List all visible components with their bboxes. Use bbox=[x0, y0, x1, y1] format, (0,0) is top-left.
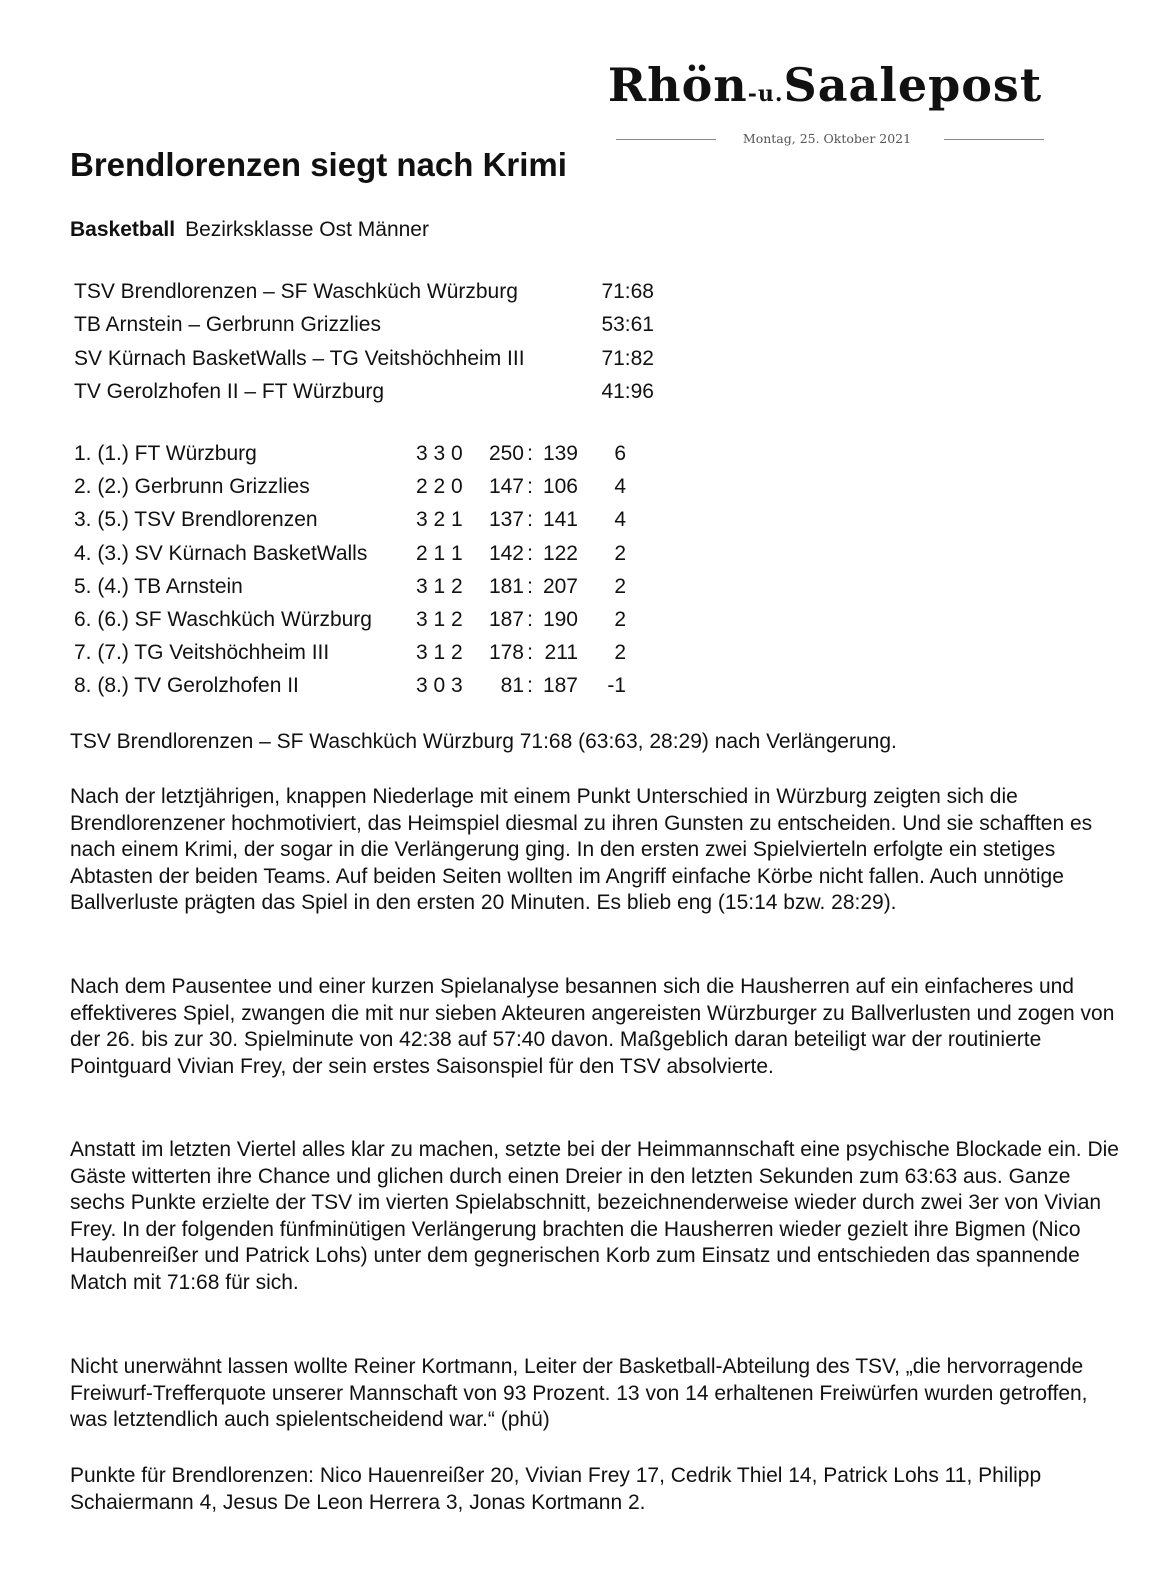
result-score: 53:61 bbox=[601, 313, 654, 337]
standings-team: 6. (6.) SF Waschküch Würzburg bbox=[74, 608, 372, 632]
paragraph-first-half: Nach der letztjährigen, knappen Niederlage mit einem Punkt Unterschied in Würzburg zeigten sich die Brendlorenzener hochmotiviert, das Heimspiel diesmal zu ihren Gunsten zu entscheiden. Und sie schafften es nach einem Krimi, der sogar in die Verlängerung ging. In den ersten zwei Spielvierteln erfolgte ein stetiges Abtasten der beiden Teams. Auf beiden Seiten wollten im Angriff einfache Körbe nicht fallen. Auch unnötige Ballverluste prägten das Spiel in den ersten 20 Minuten. Es blieb eng (15:14 bzw. 28:29). bbox=[70, 785, 1093, 915]
standings-record: 3 1 2 bbox=[416, 608, 463, 632]
result-match: TB Arnstein – Gerbrunn Grizzlies bbox=[74, 313, 381, 337]
standings-record: 2 1 1 bbox=[416, 541, 463, 565]
dateline bbox=[612, 130, 1052, 150]
standings-record: 3 0 3 bbox=[416, 674, 463, 698]
result-match: TV Gerolzhofen II – FT Würzburg bbox=[74, 379, 385, 403]
standings-baskets: 147 : 106 bbox=[488, 475, 578, 499]
result-score: 71:82 bbox=[601, 346, 654, 370]
standings-team: 8. (8.) TV Gerolzhofen II bbox=[74, 674, 299, 698]
standings-baskets: 250 : 139 bbox=[488, 442, 578, 465]
standings-row bbox=[74, 437, 626, 470]
standings-points: 2 bbox=[614, 541, 626, 565]
standings-table bbox=[74, 437, 626, 703]
standings-baskets: 81 : 187 bbox=[500, 674, 578, 698]
newspaper-logo: Rhön-u.Saalepost bbox=[607, 58, 1043, 112]
standings-row bbox=[74, 537, 626, 570]
paragraph-quote: Nicht unerwähnt lassen wollte Reiner Kortmann, Leiter der Basketball-Abteilung des TSV, „die hervorragende Freiwurf-Trefferquote unserer Mannschaft von 93 Prozent. 13 von 14 erhaltenen Freiwürfen wurden getroffen, was letztendlich auch spielentscheidend war.“ (phü) bbox=[70, 1355, 1088, 1432]
dateline-rule-right bbox=[944, 139, 1044, 140]
standings-points: 2 bbox=[614, 641, 626, 665]
category-line bbox=[70, 218, 429, 242]
standings-record: 3 2 1 bbox=[416, 508, 463, 532]
result-match: SV Kürnach BasketWalls – TG Veitshöchheim III bbox=[74, 346, 525, 370]
standings-points: 2 bbox=[614, 608, 626, 632]
result-match: TSV Brendlorenzen – SF Waschküch Würzburg bbox=[74, 280, 518, 303]
standings-baskets: 178 : 211 bbox=[488, 641, 578, 665]
standings-record: 3 1 2 bbox=[416, 641, 463, 665]
standings-team: 3. (5.) TSV Brendlorenzen bbox=[74, 508, 318, 532]
standings-points: 4 bbox=[614, 508, 626, 532]
results-list bbox=[74, 275, 654, 408]
sport-label: Basketball bbox=[70, 218, 176, 241]
standings-baskets: 181 : 207 bbox=[488, 574, 578, 598]
paragraph-points: Punkte für Brendlorenzen: Nico Hauenreißer 20, Vivian Frey 17, Cedrik Thiel 14, Patrick Lohs 11, Philipp Schaiermann 4, Jesus De Leon Herrera 3, Jonas Kortmann 2. bbox=[70, 1464, 1042, 1514]
standings-row bbox=[74, 636, 626, 669]
standings-points: 2 bbox=[614, 574, 626, 598]
standings-points: 4 bbox=[614, 475, 626, 499]
standings-row bbox=[74, 603, 626, 636]
standings-team: 7. (7.) TG Veitshöchheim III bbox=[74, 641, 330, 665]
result-row bbox=[74, 308, 654, 341]
standings-record: 2 2 0 bbox=[416, 475, 463, 499]
standings-team: 2. (2.) Gerbrunn Grizzlies bbox=[74, 475, 310, 499]
masthead bbox=[607, 58, 1052, 150]
standings-team: 4. (3.) SV Kürnach BasketWalls bbox=[74, 541, 368, 565]
headline: Brendlorenzen siegt nach Krimi bbox=[70, 146, 567, 183]
result-score: 71:68 bbox=[601, 280, 654, 303]
dateline-rule-left bbox=[616, 139, 716, 140]
standings-row bbox=[74, 503, 626, 536]
result-score: 41:96 bbox=[601, 379, 654, 403]
publication-date: Montag, 25. Oktober 2021 bbox=[742, 131, 912, 146]
result-row bbox=[74, 342, 654, 375]
standings-points: -1 bbox=[607, 674, 626, 698]
paragraph-summary: TSV Brendlorenzen – SF Waschküch Würzburg 71:68 (63:63, 28:29) nach Verlängerung. bbox=[70, 730, 897, 753]
standings-team: 5. (4.) TB Arnstein bbox=[74, 574, 243, 598]
result-row bbox=[74, 375, 654, 408]
result-row bbox=[74, 275, 654, 308]
standings-baskets: 137 : 141 bbox=[488, 508, 578, 532]
standings-row bbox=[74, 669, 626, 702]
standings-points: 6 bbox=[614, 442, 626, 465]
standings-record: 3 1 2 bbox=[416, 574, 463, 598]
standings-baskets: 142 : 122 bbox=[488, 541, 578, 565]
standings-baskets: 187 : 190 bbox=[488, 608, 578, 632]
league-label: Bezirksklasse Ost Männer bbox=[185, 218, 429, 241]
standings-row bbox=[74, 470, 626, 503]
standings-row bbox=[74, 570, 626, 603]
paragraph-second-half: Nach dem Pausentee und einer kurzen Spielanalyse besannen sich die Hausherren auf ein einfacheres und effektiveres Spiel, zwangen die mit nur sieben Akteuren angereisten Würzburger zu Ballverlusten und zogen von der 26. bis zur 30. Spielminute von 42:38 auf 57:40 davon. Maßgeblich daran beteiligt war der routinierte Pointguard Vivian Frey, der sein erstes Saisonspiel für den TSV absolvierte. bbox=[70, 975, 1115, 1078]
paragraph-final-quarter: Anstatt im letzten Viertel alles klar zu machen, setzte bei der Heimmannschaft eine psychische Blockade ein. Die Gäste witterten ihre Chance und glichen durch einen Dreier in den letzten Sekunden zum 63:63 aus. Ganze sechs Punkte erzielte der TSV im vierten Spielabschnitt, bezeichnenderweise wieder durch zwei 3er von Vivian Frey. In der folgenden fünfminütigen Verlängerung brachten die Hausherren wieder gezielt ihre Bigmen (Nico Haubenreißer und Patrick Lohs) unter dem gegnerischen Korb zum Einsatz und entschieden das spannende Match mit 71:68 für sich. bbox=[70, 1138, 1119, 1294]
standings-team: 1. (1.) FT Würzburg bbox=[74, 442, 257, 465]
standings-record: 3 3 0 bbox=[416, 442, 463, 465]
